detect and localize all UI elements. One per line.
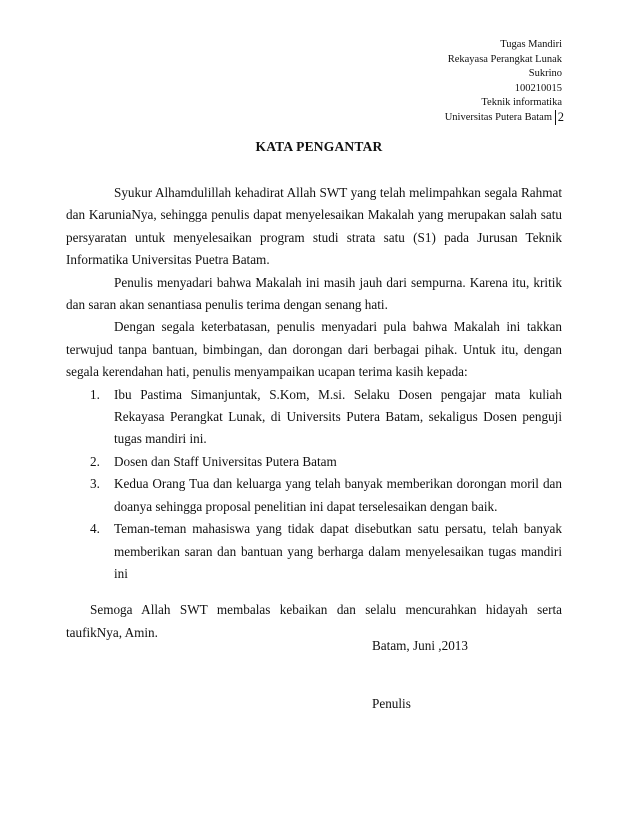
header-course: Rekayasa Perangkat Lunak: [447, 53, 562, 65]
header-student-id: 100210015: [514, 82, 562, 94]
list-item-number: 4.: [90, 521, 100, 537]
header-university: Universitas Putera Batam: [444, 111, 552, 123]
header-university-line: [445, 111, 562, 126]
header-department: Teknik informatika: [481, 97, 562, 108]
list-item-text: Ibu Pastima Simanjuntak, S.Kom, M.si. Selaku Dosen pengajar mata kuliah Rekayasa Perangkat Lunak, di Universits Putera Batam, sekaligus Dosen penguji tugas mandiri ini.: [114, 386, 562, 447]
list-item-text: Teman-teman mahasiswa yang tidak dapat disebutkan satu persatu, telah banyak memberikan saran dan bantuan yang berharga dalam menyelesaikan tugas mandiri ini: [114, 521, 562, 581]
header-author: Sukrino: [528, 68, 562, 79]
page-number: 2: [555, 110, 564, 125]
list-item-number: 2.: [90, 453, 100, 469]
list-item-text: Dosen dan Staff Universitas Putera Batam: [114, 453, 337, 469]
paragraph-limitations: Penulis menyadari bahwa Makalah ini masih jauh dari sempurna. Karena itu, kritik dan saran akan senantiasa penulis terima dengan senang hati.: [66, 274, 562, 313]
list-item: [66, 451, 562, 473]
list-item-number: 3.: [90, 476, 100, 492]
list-item-text: Kedua Orang Tua dan keluarga yang telah banyak memberikan dorongan moril dan doanya sehingga proposal penelitian ini dapat terselesaikan dengan baik.: [114, 476, 562, 514]
place-date: Batam, Juni ,2013: [372, 638, 468, 653]
list-item: [66, 473, 562, 518]
document-body: [66, 182, 562, 644]
page-title: KATA PENGANTAR: [255, 139, 383, 154]
header-assignment: Tugas Mandiri: [500, 39, 562, 50]
thanks-list: [66, 384, 562, 586]
list-item: [66, 384, 562, 451]
list-item-number: 1.: [90, 386, 100, 402]
paragraph-acknowledgement-intro: Dengan segala keterbatasan, penulis menyadari pula bahwa Makalah ini takkan terwujud tanpa bantuan, bimbingan, dan dorongan dari berbagai pihak. Untuk itu, dengan segala kerendahan hati, penulis menyampaikan ucapan terima kasih kepada:: [66, 319, 562, 380]
paragraph-gratitude: Syukur Alhamdulillah kehadirat Allah SWT yang telah melimpahkan segala Rahmat dan KaruniaNya, sehingga penulis dapat menyelesaikan Makalah yang merupakan salah satu persyaratan untuk menyelesaikan program studi strata satu (S1) pada Jurusan Teknik Informatika Universitas Puetra Batam.: [66, 185, 562, 268]
signer-name: Penulis: [372, 696, 411, 711]
page-header: [445, 38, 562, 125]
thanks-list-wrapper: [66, 384, 562, 586]
list-item: [66, 518, 562, 585]
paragraph-closing: Semoga Allah SWT membalas kebaikan dan selalu mencurahkan hidayah serta taufikNya, Amin.: [66, 602, 562, 640]
